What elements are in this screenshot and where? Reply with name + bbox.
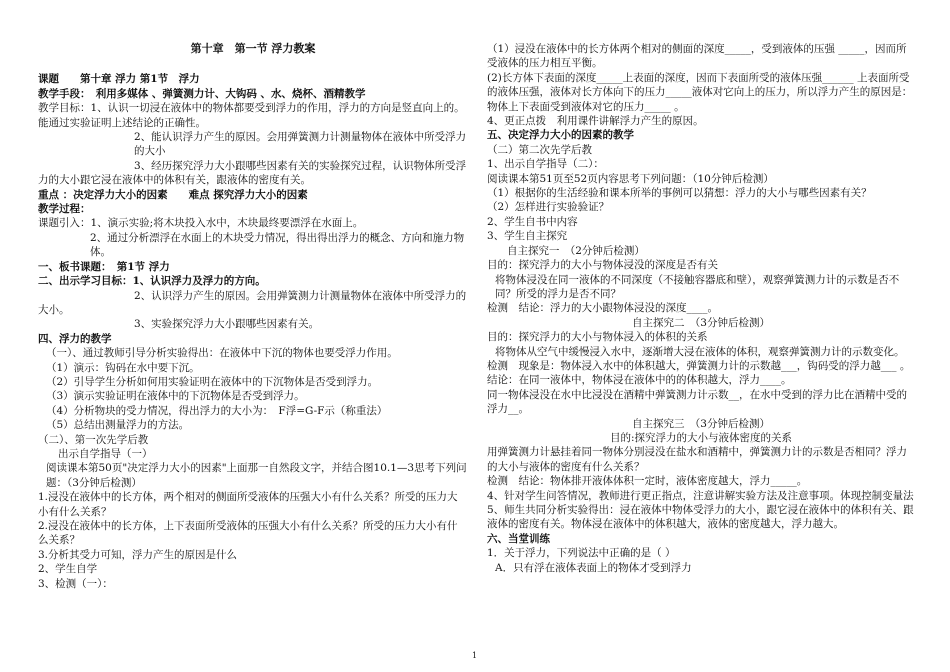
exercise-1: 1．关于浮力，下列说法中正确的是（ ） xyxy=(487,547,676,560)
check-answer-1: （1）浸没在液体中的长方体两个相对的侧面的深度_____，受到液体的压强 _____，因而所受液体的压力相互平衡。 xyxy=(487,43,907,70)
explore-2-heading: 自主探究二 （3分钟后检测） xyxy=(632,316,770,329)
teaching-means: 教学手段： 利用多媒体 、弹簧测力计、大钩码 、水、烧杯、酒精教学 xyxy=(38,87,366,100)
goal-3: 3、实验探究浮力大小跟哪些因素有关。 xyxy=(134,318,320,331)
explore-3-method: 用弹簧测力计悬挂着同一物体分别浸没在盐水和酒精中，弹簧测力计的示数是否相同？浮力的大小与液体的密度有什么关系？ xyxy=(487,446,907,473)
document-title: 第十章 第一节 浮力教案 xyxy=(190,42,316,55)
intro-2: 2、通过分析漂浮在水面上的木块受力情况，得出得出浮力的概念、方向和施力物体。 xyxy=(90,231,465,259)
self-study-guide-1: 出示自学指导（一） xyxy=(58,447,153,460)
explore-2-conclusion: 结论：在同一液体中，物体浸在液体中的的体积越大，浮力____。 xyxy=(487,374,792,387)
student-read: 2、学生自书中内容 xyxy=(487,215,578,228)
section-6-heading: 六、当堂训练 xyxy=(487,532,550,545)
explore-1-method: 将物体浸没在同一液体的不同深度（不接触容器底和壁），观察弹簧测力计的示数是否不同？所受的浮力是否不同？ xyxy=(495,273,900,300)
intro-1: 课题引入：1、演示实验;将木块投入水中，木块最终要漂浮在水面上。 xyxy=(38,217,364,230)
left-column xyxy=(38,42,468,591)
teaching-goal-1: 教学目标：1、认识一切浸在液体中的物体都要受到浮力的作用，浮力的方向是竖直向上的。能通过实验证明上述结论的正确性。 xyxy=(38,102,465,129)
step-5: （5）总结出测量浮力的方法。 xyxy=(46,419,190,432)
explore-1-goal: 目的：探究浮力的大小与物体浸没的深度是否有关 xyxy=(487,259,718,272)
question-3: 3.分析其受力可知，浮力产生的原因是什么 xyxy=(38,548,238,561)
step-one-heading: （一）、通过教师引导分析实验得出：在液体中下沉的物体也要受浮力作用。 xyxy=(46,347,398,360)
verify-question: （2）怎样进行实验验证？ xyxy=(487,201,610,214)
step-1: （1）演示：钩码在水中要下沉。 xyxy=(46,361,200,374)
question-2: 2.浸没在液体中的长方体，上下表面所受液体的压强大小有什么关系？所受的压力大小有什么关系？ xyxy=(38,520,458,547)
summary-conclusion: 5、师生共同分析实验得出：浸在液体中物体受浮力的大小，跟它浸在液体中的体积有关、跟液体的密度有关。物体浸在液体中的体积越大，液体的密度越大，浮力越大。 xyxy=(487,504,914,531)
explore-1-heading: 自主探究一 （2分钟后检测） xyxy=(507,244,645,257)
step-4: （4）分析物块的受力情况，得出浮力的大小为： F浮=G-F示（称重法） xyxy=(46,404,388,417)
section-1-heading: 一、板书课题： 第1节 浮力 xyxy=(38,260,170,273)
section-5-heading: 五、决定浮力大小的因素的教学 xyxy=(487,129,634,142)
explore-2-compare: 同一物体浸没在水中比浸没在酒精中弹簧测力计示数__，在水中受到的浮力比在酒精中受的浮力__。 xyxy=(487,388,907,416)
key-points: 重点 ：决定浮力大小的因素 难点 探究浮力大小的因素 xyxy=(38,188,308,201)
topic-line: 课题 第十章 浮力 第1节 浮力 xyxy=(38,73,200,86)
page-number: 1 xyxy=(472,651,478,660)
student-explore: 3、学生自主探究 xyxy=(487,230,568,243)
self-study-guide-2: 1、出示自学指导（二）： xyxy=(487,158,604,171)
teacher-correction: 4、针对学生问答情况，教师进行更正指点，注意讲解实验方法及注意事项。体现控制变量法 xyxy=(487,489,914,502)
guess-question: （1）根据你的生活经验和课本所举的事例可以猜想：浮力的大小与哪些因素有关？ xyxy=(487,187,872,200)
explore-3-check: 检测 结论：物体排开液体体积一定时，液体密度越大，浮力_____。 xyxy=(487,475,808,488)
teaching-goal-3: 3、经历探究浮力大小跟哪些因素有关的实验探究过程，认识物体所受浮力的大小跟它浸在液体中的体积有关，跟液体的密度有关。 xyxy=(38,159,467,187)
second-learn-heading: （二）第二次先学后教 xyxy=(487,143,592,156)
section-4-heading: 四、浮力的教学 xyxy=(38,332,112,345)
explore-3-goal: 目的:探究浮力的大小与液体密度的关系 xyxy=(609,431,793,444)
check-1-heading: 3、检测（一）： xyxy=(38,577,113,590)
explore-3-heading: 自主探究三 （3分钟后检测） xyxy=(632,417,770,430)
section-2-heading: 二、出示学习目标：1、认识浮力及浮力的方向。 xyxy=(38,275,266,288)
step-3: （3）演示实验证明在液体中的下沉物体是否受到浮力。 xyxy=(46,390,305,403)
student-self-study: 2、学生自学 xyxy=(38,563,98,576)
correction-note: 4、更正点拨 利用课件讲解浮力产生的原因。 xyxy=(487,115,704,128)
check-answer-2: (2)长方体下表面的深度_____上表面的深度，因而下表面所受的液体压强______ 上表面所受的液体压强，液体对长方体向下的压力_____液体对它向上的压力，所以浮力产生的原因是：物体上下表面受到液体对它的压力_____ 。 xyxy=(487,71,913,113)
teaching-process-heading: 教学过程： xyxy=(38,203,91,216)
reading-task-1: 阅读课本第50页"决定浮力大小的因素"上面那一自然段文字，并结合图10.1—3思考下列问题：（3分钟后检测） xyxy=(46,462,467,489)
first-learn-heading: （二）、第一次先学后教 xyxy=(38,433,149,446)
reading-task-2: 阅读课本第51页至52页内容思考下列问题：（10分钟后检测） xyxy=(487,172,774,185)
explore-2-method: 将物体从空气中缓慢浸入水中，逐渐增大浸在液体的体积，观察弹簧测力计的示数变化。 xyxy=(495,345,905,358)
explore-1-check: 检测 结论：浮力的大小跟物体浸没的深度____。 xyxy=(487,302,718,315)
goal-2: 2、认识浮力产生的原因。会用弹簧测力计测量物体在液体中所受浮力的大小。 xyxy=(38,289,467,316)
explore-2-goal: 目的：探究浮力的大小与物体浸入的体积的关系 xyxy=(487,331,708,344)
question-1: 1.浸没在液体中的长方体，两个相对的侧面所受液体的压强大小有什么关系？所受的压力大小有什么关系？ xyxy=(38,491,458,518)
exercise-1-option-a: A．只有浮在液体表面上的物体才受到浮力 xyxy=(495,561,692,574)
explore-2-check: 检测 现象是：物体浸入水中的体积越大，弹簧测力计的示数越___，钩码受的浮力越___ 。 xyxy=(487,359,911,372)
teaching-goal-2: 2、能认识浮力产生的原因。会用弹簧测力计测量物体在液体中所受浮力的大小 xyxy=(134,131,467,158)
right-column xyxy=(487,42,915,575)
step-2: （2）引导学生分析如何用实验证明在液体中的下沉物体是否受到浮力。 xyxy=(46,375,379,388)
